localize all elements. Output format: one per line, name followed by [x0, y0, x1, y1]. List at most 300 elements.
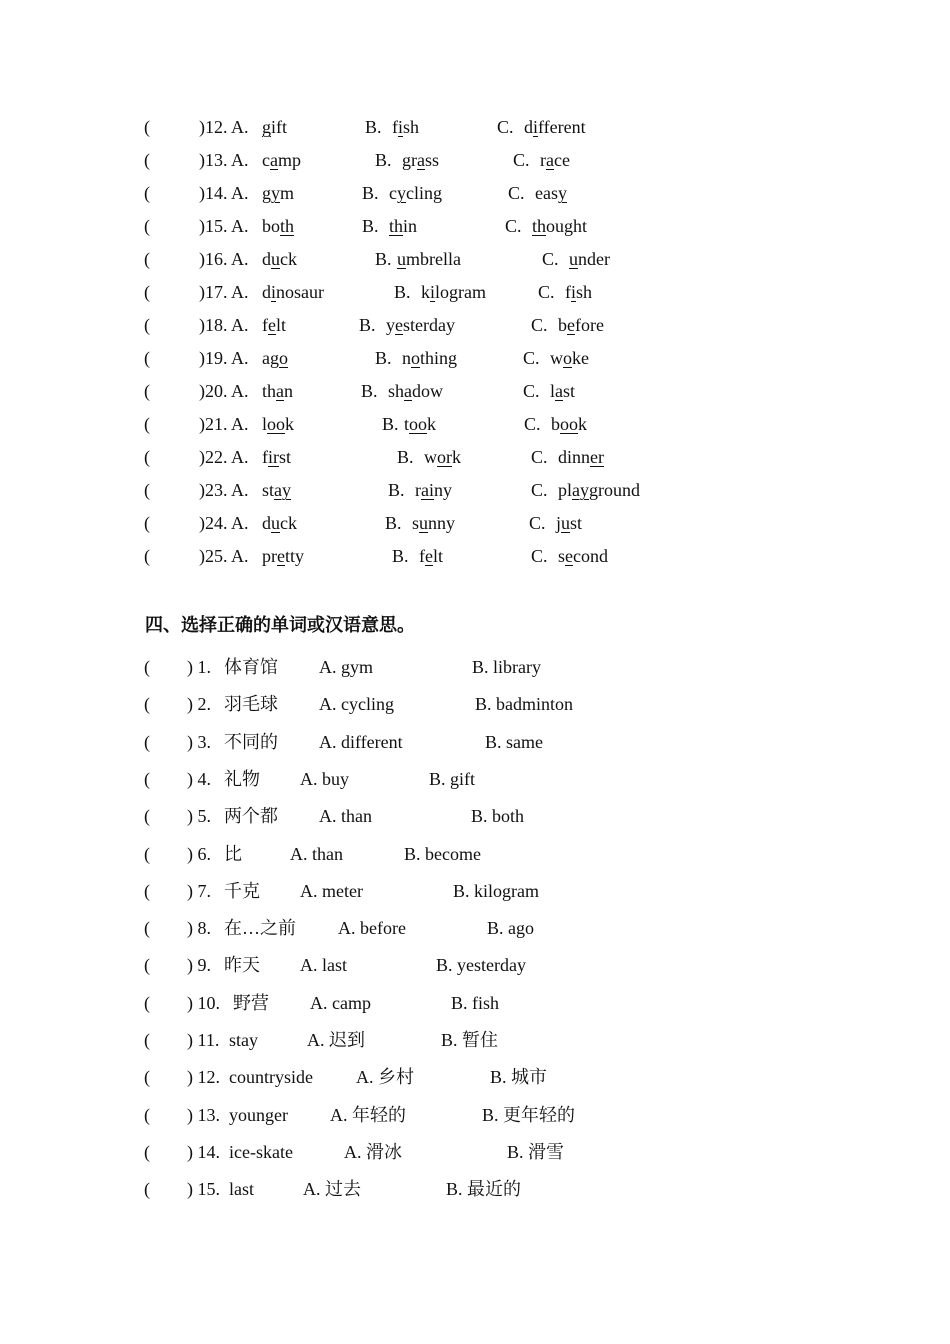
option-a-word-underlined-letters: o — [279, 348, 288, 368]
answer-bracket[interactable]: ( — [144, 348, 150, 368]
option-a-word-underlined-letters: y — [271, 183, 280, 203]
option-c-word — [556, 511, 582, 535]
option-c-word-underlined-letters: a — [546, 150, 554, 170]
option-a-word — [262, 148, 301, 172]
option-b-word-underlined-letters: ai — [421, 480, 434, 500]
option-a: A. different — [319, 732, 403, 752]
option-c-word-post: fferent — [538, 117, 586, 137]
option-b-word-underlined-letters: a — [404, 381, 413, 401]
option-a-word-pre: ag — [262, 348, 279, 368]
question-number: )18. A. — [199, 315, 249, 335]
option-c-word-underlined-letters: u — [569, 249, 578, 269]
vocab-row — [0, 1140, 950, 1164]
option-a-word-underlined-letters: i — [271, 282, 277, 302]
option-b-word-pre: y — [386, 315, 395, 335]
answer-bracket[interactable]: ( — [144, 249, 150, 269]
option-b-word — [424, 445, 461, 469]
option-b-word — [392, 115, 419, 139]
option-a-word — [262, 511, 297, 535]
option-b-word-pre: w — [424, 447, 437, 467]
question-prompt: 野营 — [233, 993, 269, 1013]
answer-bracket[interactable]: ( — [144, 216, 150, 236]
option-b: B. fish — [451, 993, 500, 1013]
question-number: ) 5. — [187, 806, 211, 826]
option-b-word-underlined-letters: or — [437, 447, 452, 467]
answer-bracket[interactable]: ( — [144, 1142, 150, 1162]
option-b-label: B. — [397, 447, 414, 467]
option-c-word-post: st — [563, 381, 576, 401]
option-c-label: C. — [542, 249, 559, 269]
option-a-word-pre: l — [262, 414, 268, 434]
option-a-word — [262, 445, 291, 469]
option-c-word-underlined-letters: e — [565, 546, 574, 566]
question-row — [0, 544, 950, 568]
option-b-word-pre: f — [392, 117, 398, 137]
option-a-word-underlined-letters: th — [280, 216, 295, 236]
option-b-word-pre: n — [402, 348, 411, 368]
option-b-label: B. — [394, 282, 411, 302]
question-number: ) 2. — [187, 694, 211, 714]
option-a-word-underlined-letters: g — [262, 117, 271, 137]
option-b-word-post: ny — [434, 480, 452, 500]
option-c-word-pre: dinn — [558, 447, 591, 467]
option-b: B. 滑雪 — [507, 1142, 565, 1162]
answer-bracket[interactable]: ( — [144, 694, 150, 714]
option-a: A. last — [300, 955, 347, 975]
question-row — [0, 280, 950, 304]
option-b-word-post: k — [452, 447, 461, 467]
option-a: A. buy — [300, 769, 349, 789]
question-row — [0, 247, 950, 271]
question-number: )24. A. — [199, 513, 249, 533]
option-b-word — [397, 247, 461, 271]
option-a-word-pre: st — [262, 480, 275, 500]
answer-bracket[interactable]: ( — [144, 117, 150, 137]
answer-bracket[interactable]: ( — [144, 918, 150, 938]
answer-bracket[interactable]: ( — [144, 732, 150, 752]
option-b-word-underlined-letters: i — [398, 117, 404, 137]
option-c-word — [550, 346, 589, 370]
answer-bracket[interactable]: ( — [144, 844, 150, 864]
option-b-word-pre: s — [412, 513, 420, 533]
option-a-word-underlined-letters: u — [271, 513, 280, 533]
question-number: ) 8. — [187, 918, 211, 938]
option-c-word-post: ke — [572, 348, 589, 368]
option-c-label: C. — [523, 348, 540, 368]
option-c-word — [551, 412, 587, 436]
option-c-word — [558, 313, 604, 337]
option-b: B. gift — [429, 769, 476, 789]
option-a: A. cycling — [319, 694, 394, 714]
question-number: ) 6. — [187, 844, 211, 864]
option-c-word-pre: eas — [535, 183, 558, 203]
option-b-word — [415, 478, 452, 502]
option-a-word — [262, 478, 291, 502]
option-a-word-post: n — [284, 381, 294, 401]
option-c-label: C. — [531, 480, 548, 500]
option-b-word-pre: t — [404, 414, 410, 434]
option-c-word-underlined-letters: a — [555, 381, 564, 401]
question-number: ) 3. — [187, 732, 211, 752]
question-number: ) 14. — [187, 1142, 220, 1162]
option-b: B. 城市 — [490, 1067, 548, 1087]
option-a-word-post: ck — [280, 513, 297, 533]
option-c-label: C. — [524, 414, 541, 434]
option-b-word-underlined-letters: a — [417, 150, 425, 170]
option-a: A. 过去 — [303, 1179, 361, 1199]
option-b-word — [419, 544, 443, 568]
question-row — [0, 181, 950, 205]
question-prompt: 不同的 — [224, 732, 278, 752]
option-c-word-post: sh — [576, 282, 593, 302]
option-b-word-underlined-letters: e — [425, 546, 433, 566]
question-row — [0, 412, 950, 436]
option-b-word-underlined-letters: e — [395, 315, 403, 335]
option-c-word — [550, 379, 575, 403]
vocab-row — [0, 842, 950, 866]
vocab-row — [0, 1177, 950, 1201]
option-c-word-pre: pl — [558, 480, 573, 500]
question-prompt: 两个都 — [224, 806, 278, 826]
option-c-word-pre: b — [558, 315, 567, 335]
option-a-word-pre: f — [262, 447, 268, 467]
answer-bracket[interactable]: ( — [144, 447, 150, 467]
answer-bracket[interactable]: ( — [144, 546, 150, 566]
option-a-word — [262, 115, 287, 139]
option-a-word-post: mp — [278, 150, 302, 170]
option-b-word — [421, 280, 486, 304]
question-number: ) 13. — [187, 1105, 220, 1125]
answer-bracket[interactable]: ( — [144, 1179, 150, 1199]
option-b-label: B. — [361, 381, 378, 401]
option-a-word-post: ck — [280, 249, 297, 269]
option-a-word-post: nosaur — [276, 282, 325, 302]
vocab-row — [0, 991, 950, 1015]
option-b-word-post: sh — [403, 117, 420, 137]
option-b-label: B. — [375, 348, 392, 368]
option-c-word-post: nder — [578, 249, 610, 269]
option-c-word-post: ground — [589, 480, 641, 500]
answer-bracket[interactable]: ( — [144, 480, 150, 500]
question-prompt: younger — [229, 1105, 288, 1125]
option-a-word-post: ift — [271, 117, 287, 137]
option-c-word-post: st — [570, 513, 583, 533]
vocab-row — [0, 804, 950, 828]
option-b-word — [412, 511, 455, 535]
section-four-title: 四、选择正确的单词或汉语意思。 — [145, 615, 415, 636]
option-c-word — [558, 445, 604, 469]
question-number: )17. A. — [199, 282, 249, 302]
question-row — [0, 214, 950, 238]
option-c-word-pre: l — [550, 381, 556, 401]
option-a: A. 年轻的 — [330, 1105, 406, 1125]
option-c-word-post: k — [578, 414, 587, 434]
answer-bracket[interactable]: ( — [144, 183, 150, 203]
option-c-word — [535, 181, 567, 205]
option-b-label: B. — [385, 513, 402, 533]
question-number: ) 9. — [187, 955, 211, 975]
answer-bracket[interactable]: ( — [144, 414, 150, 434]
question-row — [0, 115, 950, 139]
question-number: )14. A. — [199, 183, 249, 203]
option-b: B. both — [471, 806, 525, 826]
answer-bracket[interactable]: ( — [144, 806, 150, 826]
option-c-word — [558, 544, 608, 568]
question-prompt: stay — [229, 1030, 258, 1050]
option-a: A. before — [338, 918, 406, 938]
question-prompt: last — [229, 1179, 254, 1199]
option-c-label: C. — [508, 183, 525, 203]
option-b-word-underlined-letters: i — [430, 282, 436, 302]
vocab-row — [0, 953, 950, 977]
option-a-word — [262, 214, 294, 238]
option-b-word-post: dow — [412, 381, 444, 401]
option-b-label: B. — [375, 150, 392, 170]
option-b-label: B. — [362, 216, 379, 236]
option-a-word — [262, 181, 294, 205]
option-b-word-post: nny — [428, 513, 456, 533]
option-a: A. camp — [310, 993, 371, 1013]
option-b-label: B. — [362, 183, 379, 203]
question-prompt: ice-skate — [229, 1142, 293, 1162]
question-number: )23. A. — [199, 480, 249, 500]
answer-bracket[interactable]: ( — [144, 955, 150, 975]
option-b: B. yesterday — [436, 955, 526, 975]
option-c-word — [540, 148, 570, 172]
option-a-word-pre: d — [262, 249, 271, 269]
option-a-word-post: tty — [285, 546, 305, 566]
option-c-word — [524, 115, 586, 139]
question-number: ) 10. — [187, 993, 220, 1013]
option-c-word-underlined-letters: e — [567, 315, 575, 335]
option-a-word-post: st — [279, 447, 292, 467]
answer-bracket[interactable]: ( — [144, 769, 150, 789]
answer-bracket[interactable]: ( — [144, 150, 150, 170]
question-prompt: countryside — [229, 1067, 313, 1087]
option-b-word-post: k — [427, 414, 437, 434]
question-prompt: 千克 — [224, 881, 260, 901]
option-c-word-underlined-letters: i — [571, 282, 577, 302]
option-a-word — [262, 379, 293, 403]
option-c-word-underlined-letters: u — [561, 513, 571, 533]
option-c-word-pre: w — [550, 348, 563, 368]
option-b-label: B. — [359, 315, 376, 335]
option-c-label: C. — [538, 282, 555, 302]
option-a-word-pre: bo — [262, 216, 280, 236]
answer-bracket[interactable]: ( — [144, 993, 150, 1013]
option-a-word-pre: pr — [262, 546, 277, 566]
question-prompt: 羽毛球 — [224, 694, 278, 714]
answer-bracket[interactable]: ( — [144, 381, 150, 401]
option-b-label: B. — [388, 480, 405, 500]
option-b-word-post: cling — [406, 183, 442, 203]
option-b-word — [402, 148, 439, 172]
option-a-word-pre: th — [262, 381, 277, 401]
question-number: )15. A. — [199, 216, 249, 236]
answer-bracket[interactable]: ( — [144, 513, 150, 533]
answer-bracket[interactable]: ( — [144, 1105, 150, 1125]
vocab-row — [0, 916, 950, 940]
option-a-word-underlined-letters: oo — [267, 414, 286, 434]
question-row — [0, 478, 950, 502]
option-a-word — [262, 412, 294, 436]
vocab-row — [0, 1103, 950, 1127]
option-c-label: C. — [531, 315, 548, 335]
option-b-label: B. — [375, 249, 392, 269]
option-a: A. 乡村 — [356, 1067, 414, 1087]
option-a-word-underlined-letters: u — [271, 249, 280, 269]
option-b: B. library — [472, 657, 541, 677]
option-a: A. 迟到 — [307, 1030, 365, 1050]
option-a-word — [262, 280, 324, 304]
option-a: A. gym — [319, 657, 373, 677]
option-b: B. 最近的 — [446, 1179, 522, 1199]
option-c-word — [558, 478, 640, 502]
answer-bracket[interactable]: ( — [144, 1030, 150, 1050]
question-prompt: 礼物 — [224, 769, 260, 789]
option-c-word-pre: f — [565, 282, 571, 302]
option-a-word-underlined-letters: ay — [274, 480, 292, 500]
option-a-word-pre: d — [262, 282, 271, 302]
question-prompt: 体育馆 — [224, 657, 278, 677]
option-a: A. meter — [300, 881, 363, 901]
option-b-word-underlined-letters: oo — [409, 414, 428, 434]
option-c-word-post: ought — [546, 216, 588, 236]
question-prompt: 比 — [224, 844, 242, 864]
option-b-word — [404, 412, 436, 436]
option-b-word-underlined-letters: u — [397, 249, 406, 269]
option-c-word-pre: s — [558, 546, 566, 566]
vocab-row — [0, 879, 950, 903]
question-row — [0, 511, 950, 535]
option-b-word-underlined-letters: th — [389, 216, 404, 236]
option-b-word-pre: gr — [402, 150, 417, 170]
option-a-word-pre: g — [262, 183, 271, 203]
question-row — [0, 445, 950, 469]
question-number: )22. A. — [199, 447, 249, 467]
option-b-label: B. — [382, 414, 399, 434]
answer-bracket[interactable]: ( — [144, 1067, 150, 1087]
option-a-word-post: k — [285, 414, 295, 434]
vocab-row — [0, 1028, 950, 1052]
question-prompt: 昨天 — [224, 955, 260, 975]
question-prompt: 在…之前 — [224, 918, 296, 938]
question-row — [0, 313, 950, 337]
question-number: )13. A. — [199, 150, 249, 170]
option-a-word-underlined-letters: ir — [268, 447, 279, 467]
question-row — [0, 379, 950, 403]
option-c-word-pre: j — [556, 513, 562, 533]
option-b-word-post: thing — [420, 348, 458, 368]
option-b: B. 暂住 — [441, 1030, 499, 1050]
vocab-row — [0, 692, 950, 716]
option-b-label: B. — [392, 546, 409, 566]
answer-bracket[interactable]: ( — [144, 657, 150, 677]
question-number: )25. A. — [199, 546, 249, 566]
answer-bracket[interactable]: ( — [144, 881, 150, 901]
option-b: B. ago — [487, 918, 534, 938]
option-b-word — [388, 379, 443, 403]
question-number: )16. A. — [199, 249, 249, 269]
option-a: A. than — [319, 806, 372, 826]
option-b-word-underlined-letters: o — [411, 348, 420, 368]
option-a-word-post: lt — [276, 315, 287, 335]
option-b: B. badminton — [475, 694, 573, 714]
option-c-word-underlined-letters: er — [590, 447, 604, 467]
option-c-label: C. — [523, 381, 540, 401]
option-a-word — [262, 247, 297, 271]
question-number: ) 12. — [187, 1067, 220, 1087]
option-b-word-post: logram — [435, 282, 487, 302]
question-number: ) 4. — [187, 769, 211, 789]
option-b-word-post: lt — [433, 546, 444, 566]
option-c-label: C. — [531, 447, 548, 467]
option-a: A. 滑冰 — [344, 1142, 402, 1162]
option-c-word-underlined-letters: ay — [572, 480, 590, 500]
option-a-word — [262, 313, 286, 337]
question-row — [0, 148, 950, 172]
answer-bracket[interactable]: ( — [144, 315, 150, 335]
option-a-word — [262, 544, 304, 568]
option-a-word-pre: c — [262, 150, 270, 170]
option-b-word-post: mbrella — [406, 249, 461, 269]
question-row — [0, 346, 950, 370]
option-b-word-pre: f — [419, 546, 425, 566]
vocab-row — [0, 767, 950, 791]
option-b-word-post: ss — [425, 150, 440, 170]
option-c-word-underlined-letters: y — [557, 183, 567, 203]
option-b-word-underlined-letters: u — [419, 513, 429, 533]
option-b-word-pre: k — [421, 282, 430, 302]
option-b-word-post: sterday — [403, 315, 455, 335]
option-a-word-underlined-letters: a — [276, 381, 285, 401]
question-number: ) 15. — [187, 1179, 220, 1199]
option-b-word-pre: sh — [388, 381, 405, 401]
option-a-word-underlined-letters: a — [270, 150, 278, 170]
option-b-word-pre: r — [415, 480, 421, 500]
option-c-word-underlined-letters: oo — [560, 414, 578, 434]
question-number: )20. A. — [199, 381, 249, 401]
option-a: A. than — [290, 844, 343, 864]
option-b-label: B. — [365, 117, 382, 137]
option-a-word-pre: f — [262, 315, 268, 335]
option-b-word-pre: c — [389, 183, 397, 203]
answer-bracket[interactable]: ( — [144, 282, 150, 302]
option-a-word — [262, 346, 288, 370]
option-b-word — [389, 181, 442, 205]
option-c-word-post: cond — [573, 546, 609, 566]
option-b-word — [402, 346, 457, 370]
option-a-word-underlined-letters: e — [277, 546, 285, 566]
vocab-row — [0, 730, 950, 754]
option-c-word-pre: d — [524, 117, 533, 137]
option-b-word — [386, 313, 455, 337]
option-b: B. same — [485, 732, 543, 752]
option-c-label: C. — [505, 216, 522, 236]
option-a-word-post: m — [280, 183, 295, 203]
option-c-label: C. — [529, 513, 546, 533]
option-b: B. 更年轻的 — [482, 1105, 576, 1125]
question-number: ) 1. — [187, 657, 211, 677]
option-b-word-underlined-letters: y — [397, 183, 406, 203]
option-b-word-post: in — [403, 216, 418, 236]
option-c-word-pre: b — [551, 414, 560, 434]
option-c-word — [565, 280, 592, 304]
question-number: )21. A. — [199, 414, 249, 434]
option-c-word-underlined-letters: o — [563, 348, 572, 368]
option-c-word — [532, 214, 587, 238]
question-number: ) 11. — [187, 1030, 220, 1050]
